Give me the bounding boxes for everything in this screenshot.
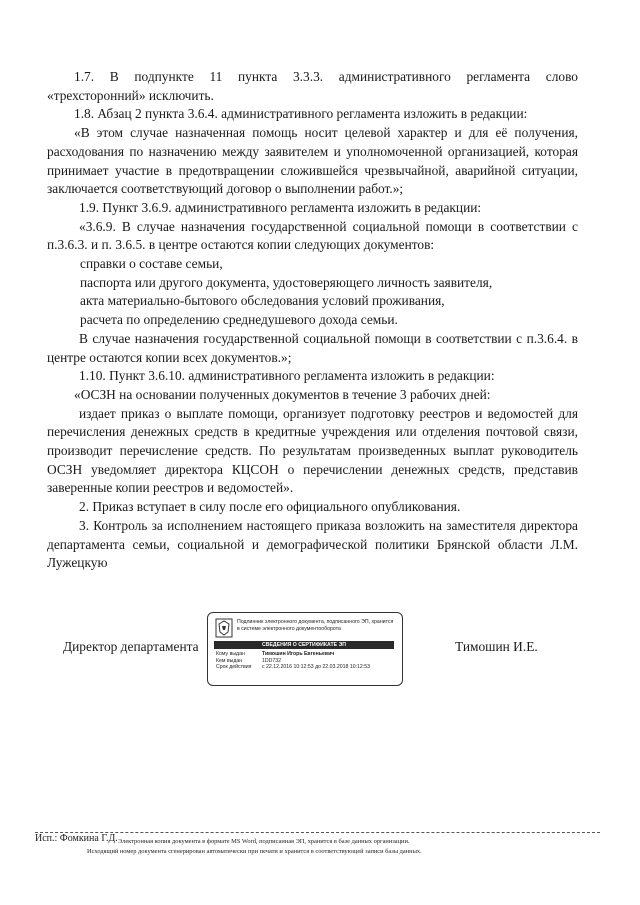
paragraph-3-6-9: «3.6.9. В случае назначения государственной социальной помощи в соответствии с п.3.6.3. и п. 3.6.5. в центре остаются копии следующих документов: — [47, 218, 578, 253]
stamp-value: Тимошин Игорь Евгеньевич — [262, 651, 335, 657]
stamp-key: Срок действия — [216, 664, 252, 671]
footer-note-1: Электронная копия документа в формате MS Word, подписанная ЭП, хранится в базе данных организации. — [118, 838, 410, 845]
document-body — [47, 68, 578, 573]
stamp-key: Кем выдан — [216, 657, 243, 664]
e-signature-stamp — [207, 612, 403, 686]
list-item: справки о составе семьи, — [80, 256, 223, 272]
footer-note-2: Исходящий номер документа сгенерирован автоматически при печати и хранится в соответствующей записи базы данных. — [87, 848, 422, 855]
stamp-title: СВЕДЕНИЯ О СЕРТИФИКАТЕ ЭП — [214, 641, 394, 649]
stamp-value: 1DD732 — [262, 657, 282, 664]
stamp-value: с 22.12.2016 10:12:53 до 22.03.2018 10:12:53 — [262, 664, 371, 671]
signature-block — [0, 612, 640, 692]
signer-name: Тимошин И.Е. — [455, 639, 538, 654]
signer-position: Директор департамента — [63, 639, 199, 654]
coat-of-arms-icon — [215, 618, 233, 638]
stamp-details — [216, 651, 398, 671]
stamp-header: Подлинник электронного документа, подписанного ЭП, хранится в системе электронного документооборота — [237, 619, 394, 632]
stamp-row-validity — [216, 664, 398, 671]
stamp-key: Кому выдан — [216, 651, 245, 657]
paragraph-3-6-10-body: издает приказ о выплате помощи, организует подготовку реестров и ведомостей для перечисления денежных средств в кредитные учреждения или отделения почтовой связи, производит перечисление средств. По результатам произведенных выплат руководитель ОСЗН уведомляет директора КЦСОН о перечислении денежных средств, представив заверенные копии реестров и ведомостей». — [47, 405, 578, 496]
paragraph-3-6-4-case: В случае назначения государственной социальной помощи в соответствии с п.3.6.4. в центре остаются копии всех документов.»; — [47, 330, 578, 365]
paragraph-1-7: 1.7. В подпункте 11 пункта 3.3.3. административного регламента слово «трехсторонний» исключить. — [47, 69, 578, 103]
list-item: акта материально-бытового обследования условий проживания, — [80, 293, 445, 309]
paragraph-3: 3. Контроль за исполнением настоящего приказа возложить на заместителя директора департамента семьи, социальной и демографической политики Брянской области Л.М. Лужецкую — [47, 517, 578, 571]
paragraph-3-6-10-intro: «ОСЗН на основании полученных документов в течение 3 рабочих дней: — [74, 386, 491, 402]
paragraph-1-10: 1.10. Пункт 3.6.10. административного регламента изложить в редакции: — [79, 368, 495, 384]
list-item: паспорта или другого документа, удостоверяющего личность заявителя, — [80, 274, 493, 290]
list-item: расчета по определению среднедушевого дохода семьи. — [80, 312, 398, 328]
paragraph-1-8: 1.8. Абзац 2 пункта 3.6.4. административного регламента изложить в редакции: — [74, 106, 528, 122]
paragraph-1-9: 1.9. Пункт 3.6.9. административного регламента изложить в редакции: — [79, 199, 482, 215]
executor-label: Исп.: Фомкина Г.Д. — [35, 833, 118, 844]
footer-divider — [35, 832, 600, 833]
paragraph-2: 2. Приказ вступает в силу после его официального опубликования. — [79, 499, 461, 515]
stamp-row-issued-to — [216, 651, 398, 658]
paragraph-1-8-quote: «В этом случае назначенная помощь носит целевой характер и для её получения, расходования по назначению между заявителем и уполномоченной организацией, которая принимает участие в предотвращении сложившейся чрезвычайной, аварийной ситуации, заключается соответствующий договор о выполнении работ.»; — [47, 125, 578, 197]
